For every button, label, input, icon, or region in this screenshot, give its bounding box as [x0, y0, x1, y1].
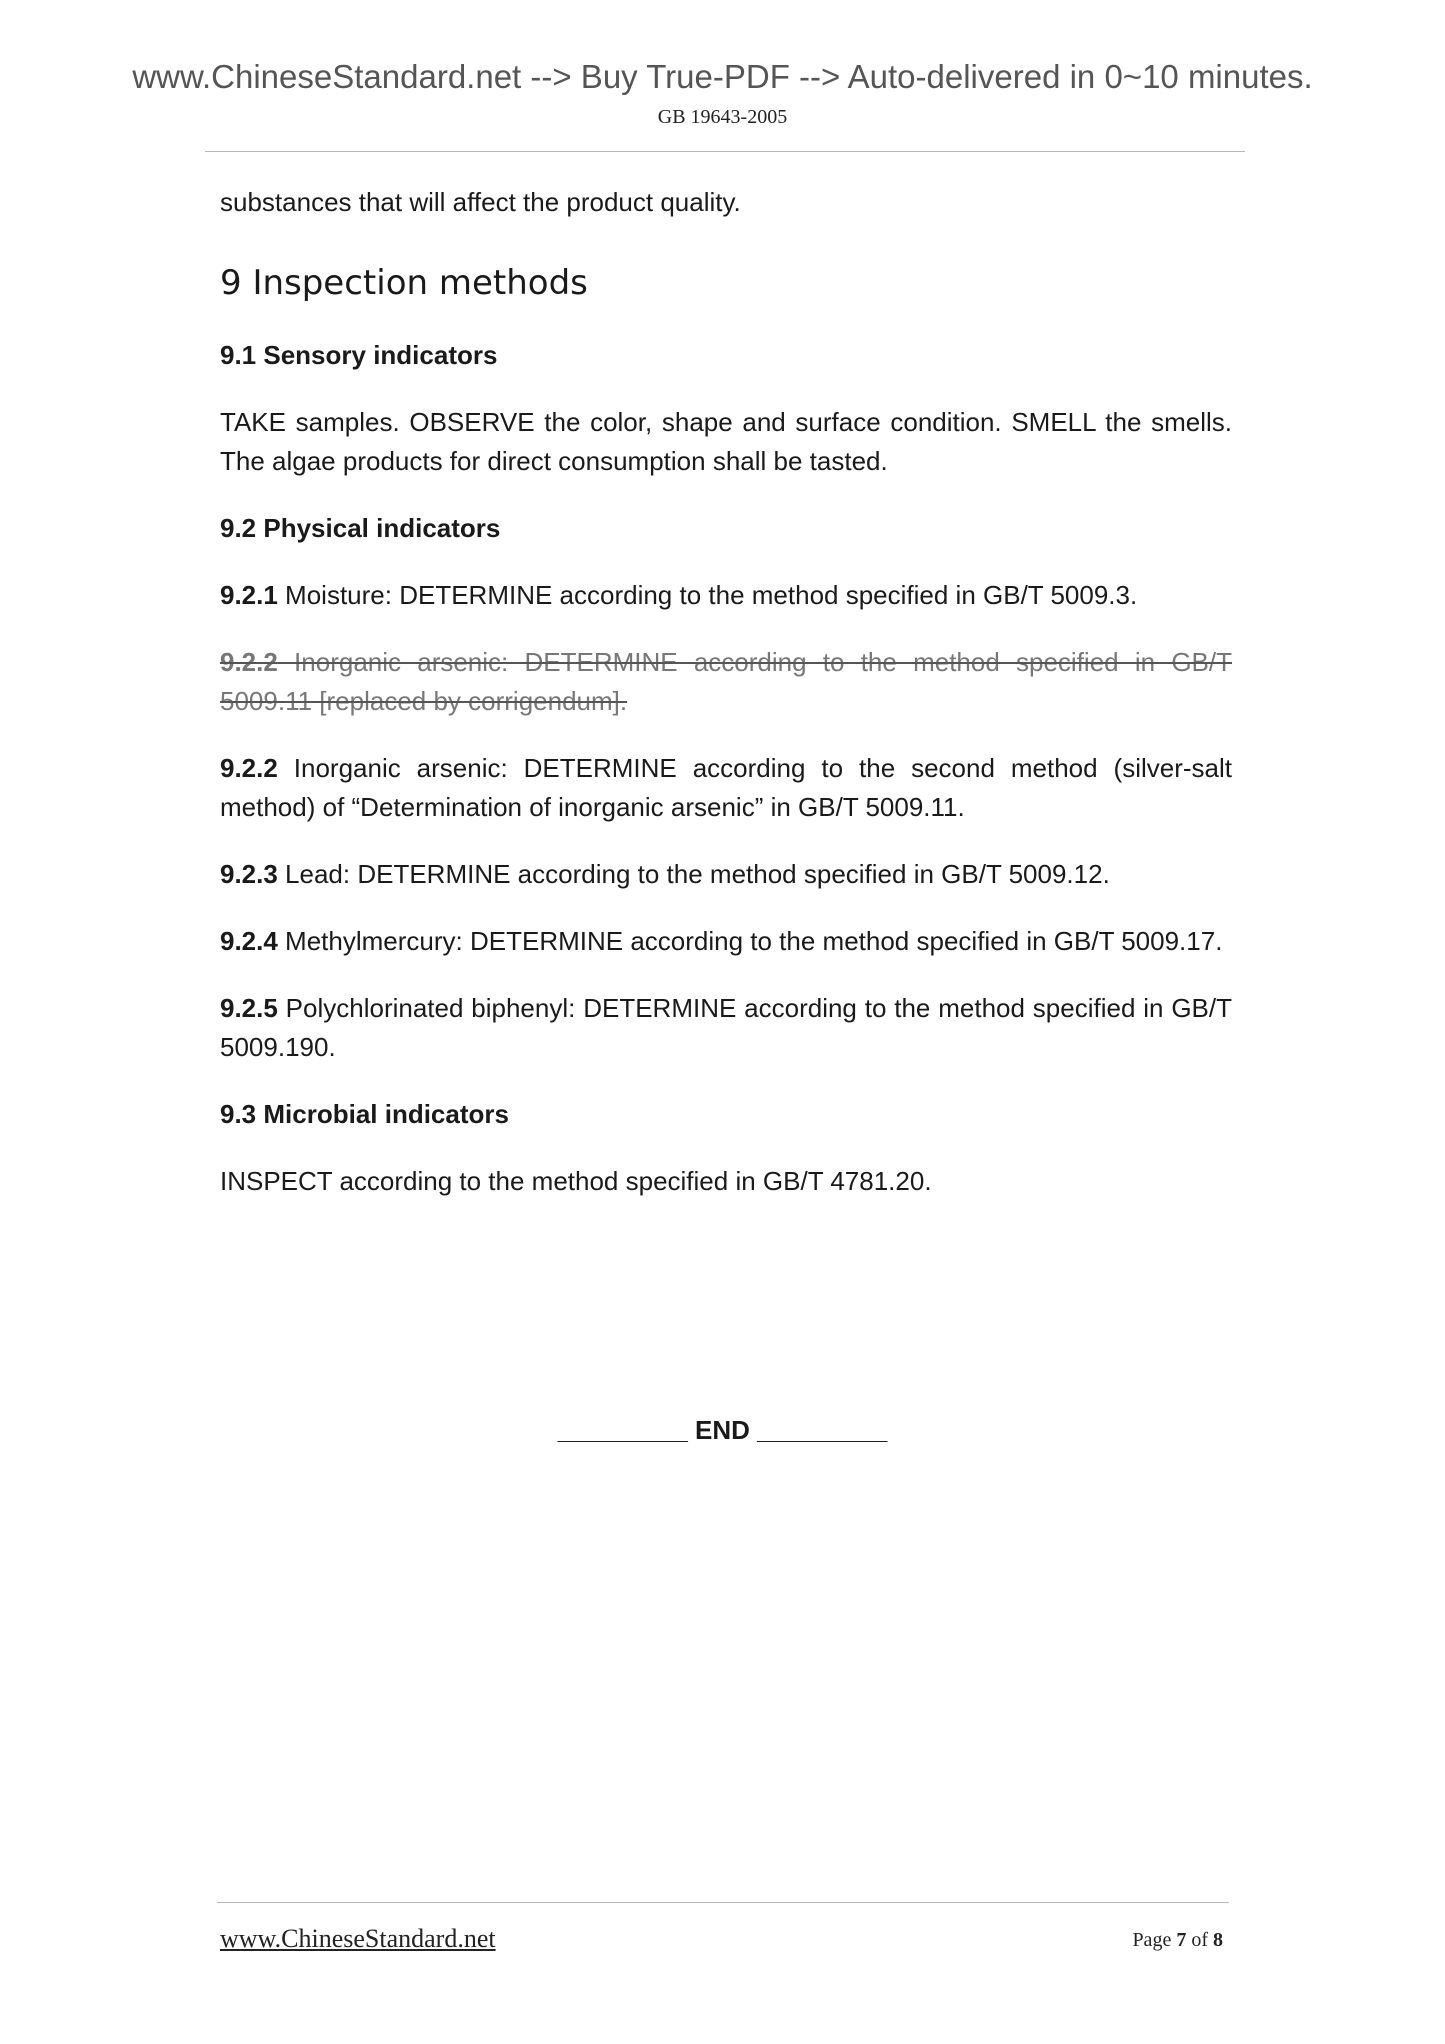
section-9-3-text: INSPECT according to the method specified in GB/T 4781.20.	[220, 1166, 932, 1196]
page-number	[1132, 1929, 1223, 1952]
page-prefix: Page	[1132, 1929, 1177, 1951]
clause-number: 9.2.3	[220, 859, 278, 889]
section-9-3-heading: 9.3 Microbial indicators	[220, 1099, 509, 1129]
clause-text: Inorganic arsenic: DETERMINE according to the method specified in GB/T 5009.11 [replaced by corrigendum].	[220, 647, 1232, 716]
header-banner[interactable]: www.ChineseStandard.net --> Buy True-PDF --> Auto-delivered in 0~10 minutes.	[132, 58, 1313, 95]
section-9-heading: 9 Inspection methods	[220, 263, 588, 303]
page-current: 7	[1176, 1929, 1187, 1951]
page-content	[220, 183, 1232, 1229]
clause-number: 9.2.2	[220, 647, 278, 677]
footer-divider	[217, 1902, 1229, 1903]
clause-9-2-5	[220, 989, 1232, 1067]
intro-paragraph: substances that will affect the product quality.	[220, 187, 741, 217]
clause-9-2-2-struck	[220, 643, 1232, 721]
clause-9-2-3	[220, 855, 1232, 894]
footer-site-link[interactable]: www.ChineseStandard.net	[220, 1924, 496, 1953]
clause-text: Methylmercury: DETERMINE according to the method specified in GB/T 5009.17.	[277, 926, 1223, 956]
page-total: 8	[1213, 1929, 1223, 1951]
header-divider	[205, 151, 1245, 152]
clause-9-2-1	[220, 576, 1232, 615]
end-marker: _________ END _________	[557, 1415, 888, 1445]
page-mid: of	[1186, 1929, 1213, 1951]
clause-text: Lead: DETERMINE according to the method specified in GB/T 5009.12.	[277, 859, 1110, 889]
clause-text: Inorganic arsenic: DETERMINE according to the second method (silver-salt method) of “Determination of inorganic arsenic” in GB/T 5009.11.	[220, 753, 1232, 822]
section-9-2-heading: 9.2 Physical indicators	[220, 513, 501, 543]
document-code: GB 19643-2005	[657, 106, 788, 128]
clause-number: 9.2.5	[220, 993, 278, 1023]
clause-number: 9.2.4	[220, 926, 278, 956]
section-9-1-heading: 9.1 Sensory indicators	[220, 340, 498, 370]
clause-text: Polychlorinated biphenyl: DETERMINE according to the method specified in GB/T 5009.190.	[220, 993, 1232, 1062]
clause-text: Moisture: DETERMINE according to the method specified in GB/T 5009.3.	[277, 580, 1138, 610]
clause-9-2-4	[220, 922, 1232, 961]
clause-number: 9.2.2	[220, 753, 278, 783]
section-9-1-text: TAKE samples. OBSERVE the color, shape and surface condition. SMELL the smells. The algae products for direct consumption shall be tasted.	[220, 407, 1232, 476]
clause-number: 9.2.1	[220, 580, 278, 610]
clause-9-2-2	[220, 749, 1232, 827]
